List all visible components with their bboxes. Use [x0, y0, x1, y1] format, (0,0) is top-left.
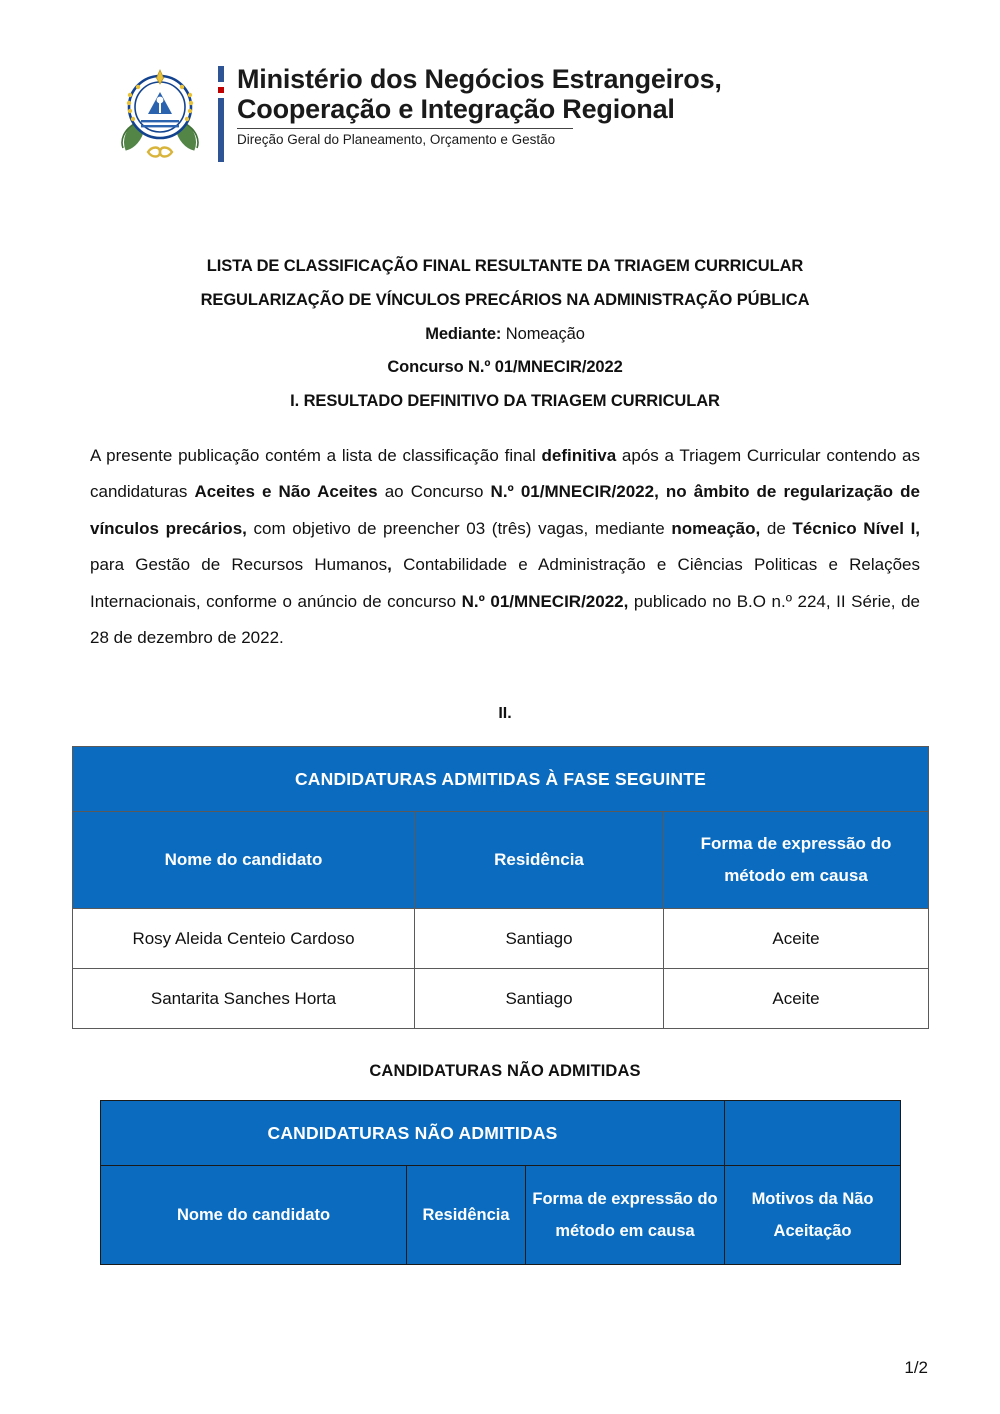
cell-forma: Aceite — [664, 969, 929, 1029]
page-title: LISTA DE CLASSIFICAÇÃO FINAL RESULTANTE DA TRIAGEM CURRICULAR — [206, 257, 804, 275]
brand-accent-bar — [218, 66, 225, 162]
not-admitted-banner: CANDIDATURAS NÃO ADMITIDAS — [101, 1101, 725, 1166]
concurso-number: Concurso N.º 01/MNECIR/2022 — [387, 358, 623, 377]
section-i-heading: I. RESULTADO DEFINITIVO DA TRIAGEM CURRICULAR — [290, 392, 720, 411]
intro-paragraph: A presente publicação contém a lista de classificação final definitiva após a Triagem Curricular contendo as candidaturas Aceites e Não Aceites ao Concurso N.º 01/MNECIR/2022, no âmbito de regularização de vínculos precários, com objetivo de preencher 03 (três) vagas, mediante nomeação, de Técnico Nível I, para Gestão de Recursos Humanos, Contabilidade e Administração e Ciências Politicas e Relações Internacionais, conforme o anúncio de concurso N.º 01/MNECIR/2022, publicado no B.O n.º 224, II Série, de 28 de dezembro de 2022. — [90, 446, 921, 647]
ministry-name-line-2: Cooperação e Integração Regional — [237, 94, 675, 125]
not-admitted-section-heading: CANDIDATURAS NÃO ADMITIDAS — [369, 1062, 641, 1080]
col-header-nome: Nome do candidato — [73, 812, 415, 909]
col-header-forma-expressao: Forma de expressão do método em causa — [526, 1166, 725, 1265]
table-banner-row — [101, 1101, 901, 1166]
ministry-name-block — [237, 62, 722, 147]
letterhead — [108, 62, 722, 172]
document-title-block — [90, 250, 920, 419]
table-candidaturas-admitidas — [72, 746, 929, 1029]
cell-forma: Aceite — [664, 909, 929, 969]
page-number: 1/2 — [904, 1358, 928, 1377]
cell-nome: Santarita Sanches Horta — [73, 969, 415, 1029]
table-row — [73, 909, 929, 969]
table-candidaturas-nao-admitidas — [100, 1100, 901, 1265]
col-header-motivos: Motivos da Não Aceitação — [725, 1166, 901, 1265]
table-row — [73, 969, 929, 1029]
section-ii-label: II. — [498, 705, 512, 722]
cell-residencia: Santiago — [415, 969, 664, 1029]
cell-nome: Rosy Aleida Centeio Cardoso — [73, 909, 415, 969]
page-subtitle: REGULARIZAÇÃO DE VÍNCULOS PRECÁRIOS NA ADMINISTRAÇÃO PÚBLICA — [200, 290, 810, 309]
col-header-residencia: Residência — [407, 1166, 526, 1265]
not-admitted-banner-spacer — [725, 1101, 901, 1166]
ministry-name-line-1: Ministério dos Negócios Estrangeiros, — [237, 64, 722, 94]
table-header-row — [73, 812, 929, 909]
mediante-label: Mediante: — [425, 324, 502, 343]
cape-verde-coat-of-arms-icon — [108, 62, 212, 166]
table-header-row — [101, 1166, 901, 1265]
col-header-residencia: Residência — [415, 812, 664, 909]
col-header-nome: Nome do candidato — [101, 1166, 407, 1265]
mediante-line — [90, 318, 920, 352]
cell-residencia: Santiago — [415, 909, 664, 969]
table-banner-row — [73, 747, 929, 812]
mediante-value: Nomeação — [501, 324, 585, 343]
admitted-banner: CANDIDATURAS ADMITIDAS À FASE SEGUINTE — [73, 747, 929, 812]
col-header-forma-expressao: Forma de expressão do método em causa — [664, 812, 929, 909]
department-name: Direção Geral do Planeamento, Orçamento e Gestão — [237, 132, 556, 148]
